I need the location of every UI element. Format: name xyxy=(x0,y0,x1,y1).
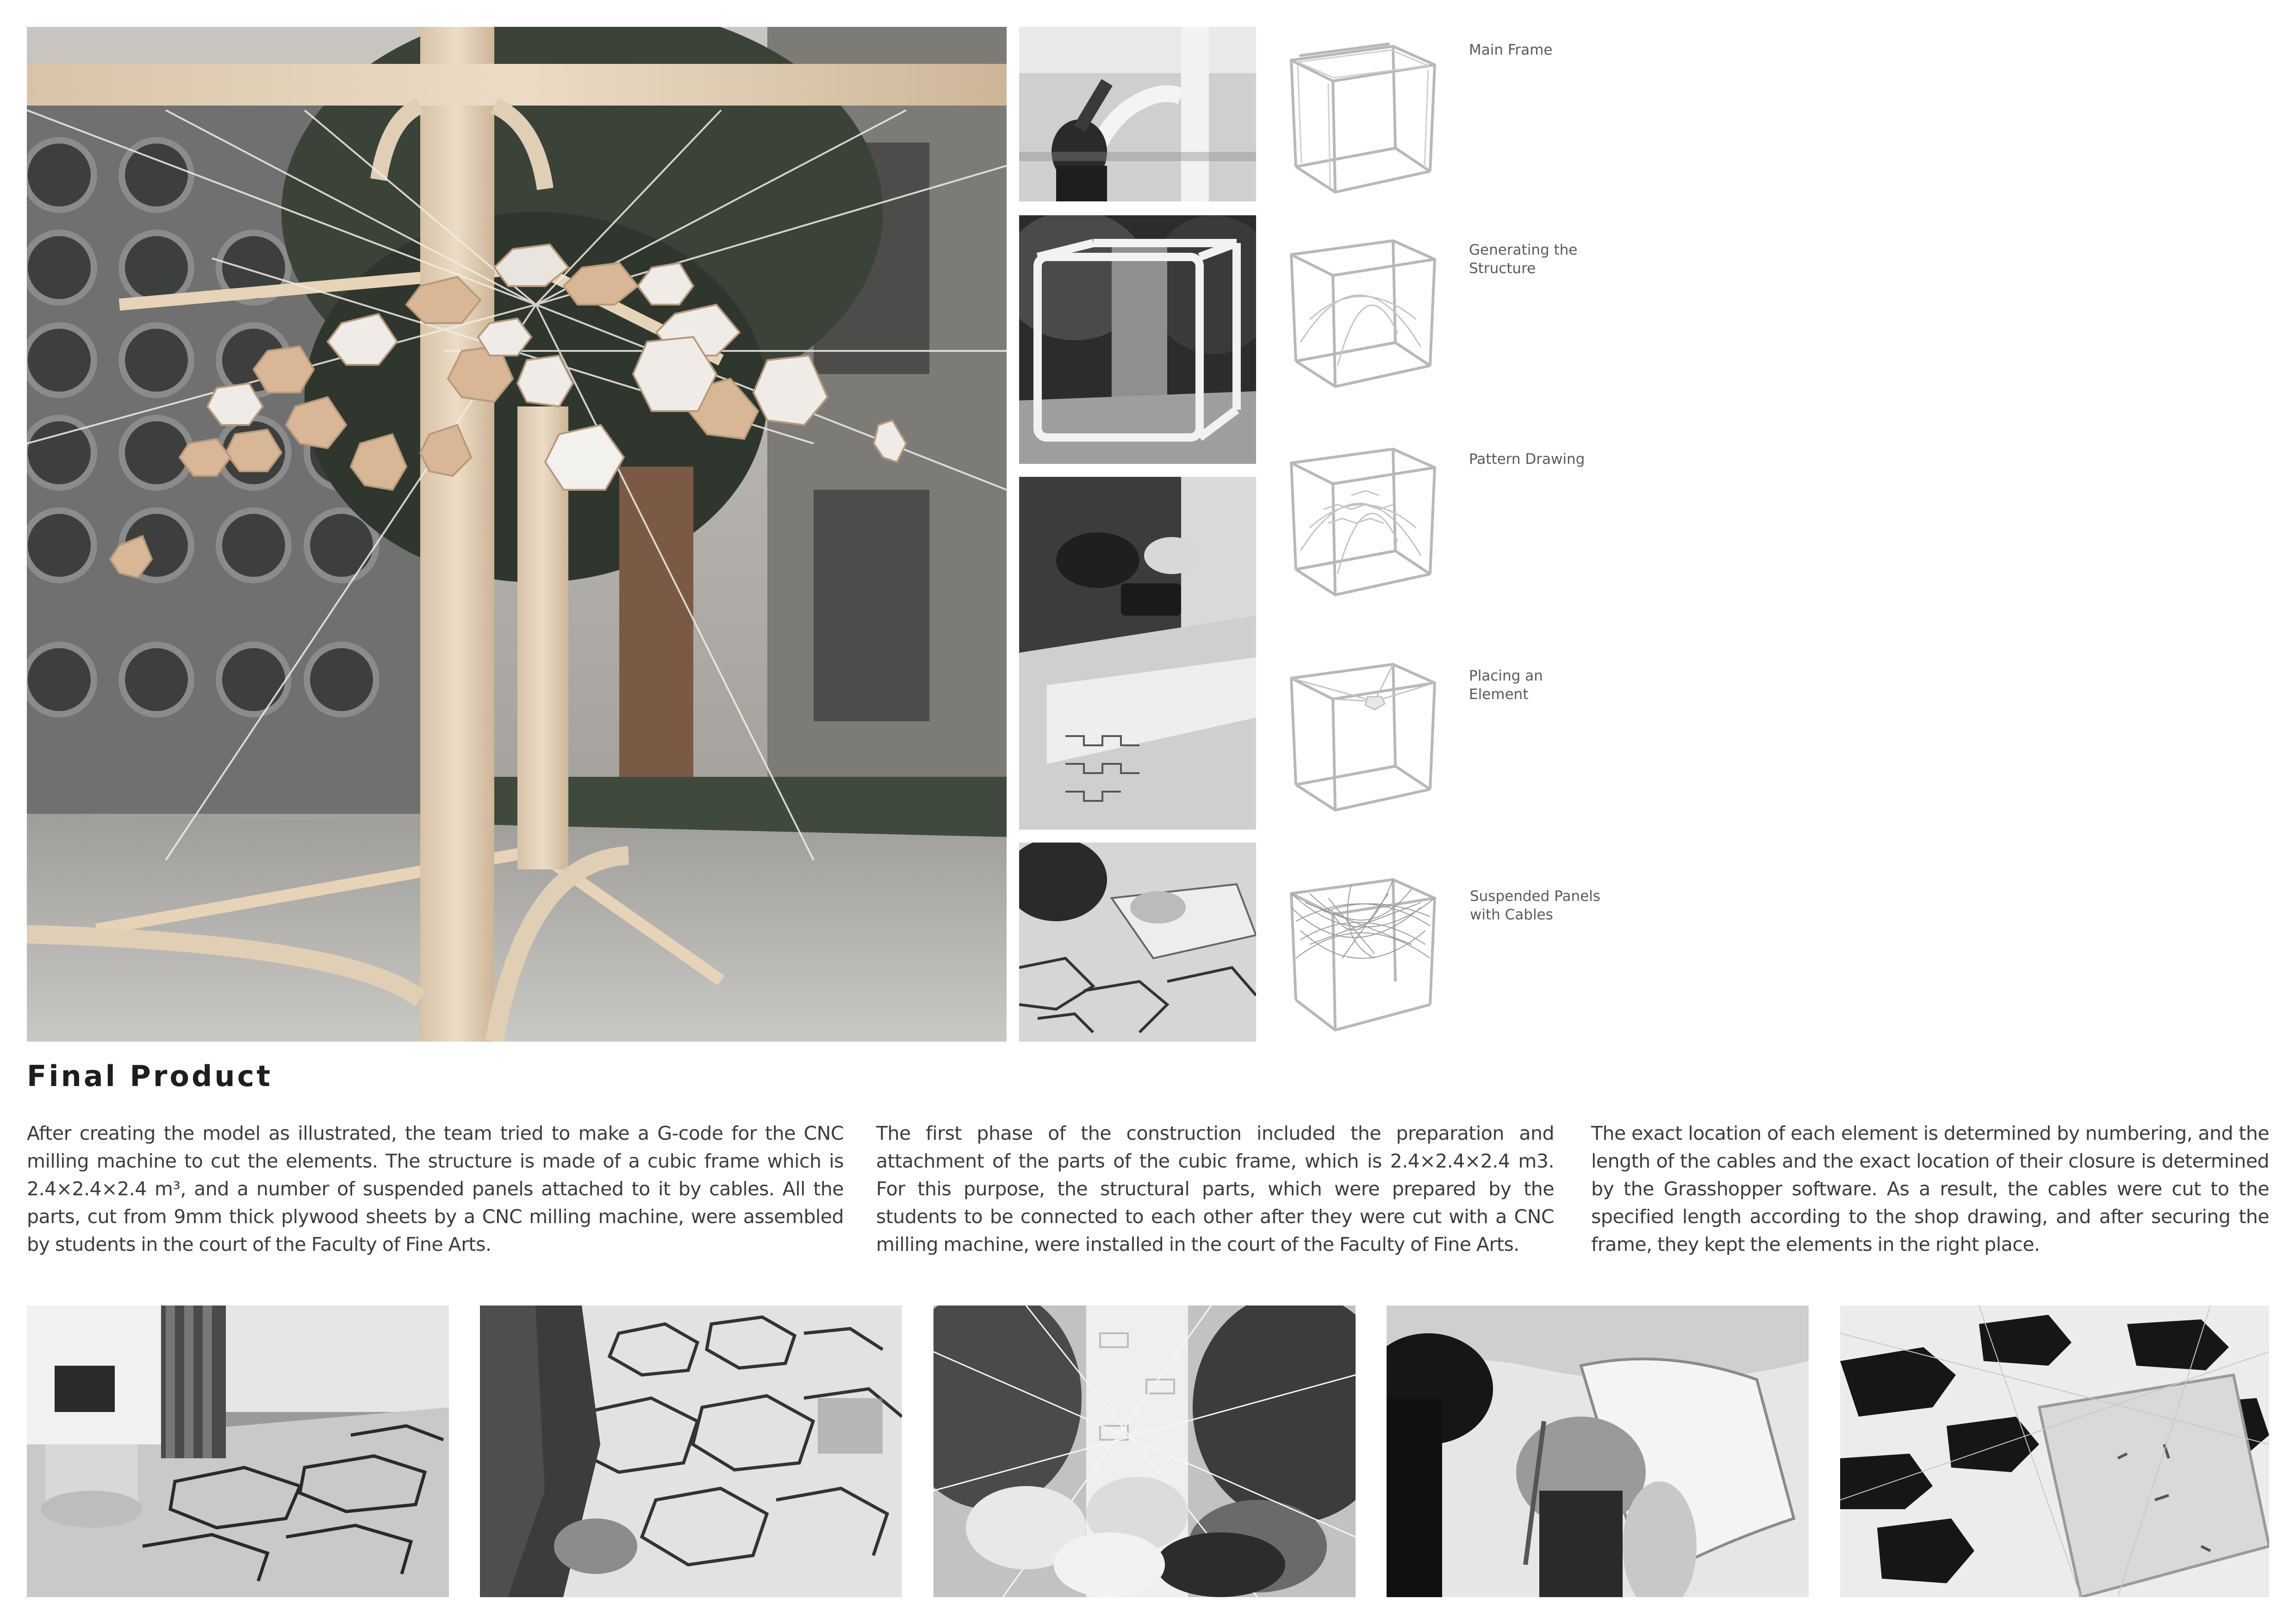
photo-hexagon-parts xyxy=(1019,843,1256,1042)
photo-sanding-parts xyxy=(1019,477,1256,830)
step-label-suspended-panels: Suspended Panels with Cables xyxy=(1470,888,1600,923)
diagram-pattern-drawing xyxy=(1282,435,1449,606)
main-pavilion-photo xyxy=(27,27,1007,1042)
diagram-generating-structure xyxy=(1282,227,1449,398)
diagram-suspended-panels xyxy=(1282,866,1449,1042)
photo-assembling-frame-top xyxy=(1019,27,1256,201)
photo-tying-cables xyxy=(933,1305,1356,1597)
diagram-placing-element xyxy=(1282,650,1449,822)
step-label-generating-structure: Generating the Structure xyxy=(1469,242,1578,277)
photo-cnc-milling xyxy=(27,1305,449,1597)
step-label-main-frame: Main Frame xyxy=(1469,42,1553,58)
photo-hexagon-cut-sheet xyxy=(480,1305,902,1597)
step-label-placing-element: Placing an Element xyxy=(1469,668,1543,703)
diagram-main-frame xyxy=(1282,32,1449,204)
photo-numbered-panels xyxy=(1840,1305,2269,1597)
photo-cube-frame xyxy=(1019,215,1256,464)
photo-attaching-panels xyxy=(1387,1305,1809,1597)
paragraph-1: After creating the model as illustrated, the team tried to make a G-code for the CNC milling machine to cut the elements. The structure is made of a cubic frame which is 2.4×2.4×2.4 m³, and a number of suspended panels attached to it by cables. All the parts, cut from 9mm thick plywood sheets by a CNC milling machine, were assembled by students in the court of the Faculty of Fine Arts. xyxy=(27,1122,844,1255)
paragraph-3: The exact location of each element is determined by numbering, and the length of the cables and the exact location of their closure is determined by the Grasshopper software. As a result, the cables were cut to the specified length according to the shop drawing, and after securing the frame, they kept the elements in the right place. xyxy=(1591,1122,2269,1255)
paragraph-2: The first phase of the construction included the preparation and attachment of the parts of the cubic frame, which is 2.4×2.4×2.4 m3. For this purpose, the structural parts, which were prepared by the students to be connected to each other after they were cut with a CNC milling machine, were installed in the court of the Faculty of Fine Arts. xyxy=(876,1122,1554,1255)
section-title: Final Product xyxy=(27,1059,273,1093)
step-label-pattern-drawing: Pattern Drawing xyxy=(1469,451,1585,468)
